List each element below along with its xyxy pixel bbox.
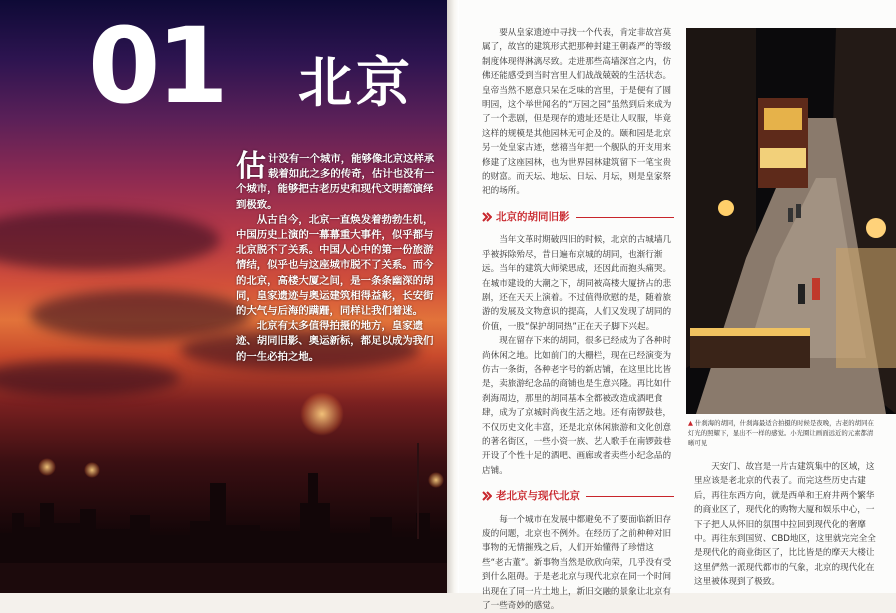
section-rule [586,496,674,497]
body-column-right [694,460,882,590]
intro-paragraph: 从古自今，北京一直焕发着勃勃生机，中国历史上演的一幕幕重大事件，似乎都与北京脱不了关系。中国人心中的第一份旅游情结，似乎也与这座城市脱不了关系。而今的北京，高楼大厦之间，是一条条幽深的胡同，皇家遗迹与奥运建筑相得益彰，长安街的大气与后海的蹒跚，同样让我们着迷。 [236,213,434,318]
street-scene [686,28,896,414]
intro-paragraph: 估计没有一个城市，能够像北京这样承载着如此之多的传奇，估计也没有一个城市，能够把古老历史和现代文明都演绎到极致。 [236,149,435,211]
body-paragraph: 现在留存下来的胡同，很多已经成为了各种时尚休闲之地。比如前门的大栅栏，现在已经演变为仿古一条街，各种老字号的新店铺，在这里比比皆是，卖旅游纪念品的商铺也是生意兴隆。再比如什刹海周边，那里的胡同基本全都被改造成酒吧食肆，成为了京城时尚夜生活之地。还有南锣鼓巷，不仅历史文化丰富，还是北京休闲旅游和文化创意的著名街区，一些小资一族、艺人歌手在南锣鼓巷开设了个性十足的酒吧、画廊或者卖些小纪念品的店铺。 [482,336,672,476]
chapter-intro [236,149,436,365]
drop-cap: 估 [236,149,266,184]
cloud-shape [0,210,220,270]
section-rule [576,217,675,218]
body-paragraph: 要从皇家遗迹中寻找一个代表，肯定非故宫莫属了，故宫的建筑形式把那种封建王朝森严的等级制度体现得淋漓尽致。走进那些高墙深宫之内，仿佛还能感受到当时宫里人们战战兢兢的生活状态。皇帝当然不愿意只呆在乏味的宫里，于是便有了圆明园，这个举世闻名的“万园之园”虽然到后来成为了一个悲剧，但是现存的遗址还是让人叹服，毕竟这样的规模是其他园林无可企及的。颐和园是北京另一处皇家古迹，慈禧当年把一个舰队的开支用来修建了这座园林，也为世界园林建筑留下一笔宝贵的财富。而天坛、地坛、日坛、月坛，则是皇家祭祀的场所。 [482,28,672,197]
city-skyline [0,443,447,593]
cloud-shape [30,290,250,340]
photo-caption: ▲ 什刹海的胡同，什刹海最适合拍摄的时候是夜晚，古老的胡同在灯光的照耀下，显出不一样的感觉。小光圈让画面远近的元素都清晰可见 [688,419,874,447]
page-gutter [447,0,459,593]
chapter-number: 01 [88,5,225,127]
body-column-left [482,26,674,613]
body-paragraph: 每一个城市在发展中都避免不了要面临新旧存废的问题，北京也不例外。在经历了之前种种对旧事物的无情摧残之后，人们开始懂得了珍惜这些“老古董”。新事物当然是欣欣向荣，几乎没有受到什么阻碍。于是老北京与现代北京在同一个时间出现在了同一片土地上，新旧交融的景象让北京有了一些奇妙的感觉。 [482,514,672,612]
triangle-icon: ▲ [688,419,693,427]
double-chevron-icon [482,212,492,222]
body-paragraph: 天安门、故宫是一片古建筑集中的区域，这里应该是老北京的代表了。而完这些历史古建后，再往东西方向，就是西单和王府井两个繁华的商业区了，现代化的购物大厦和娱乐中心，一下子把人从怀旧的氛围中拉回到现代化的奢靡中。再往东到国贸、CBD地区，这里就完完全全是现代化的商业街区了，比比皆是的摩天大楼让这里俨然一派现代都市的气象，北京的现代化在这里被体现到了极致。 [694,462,876,588]
hutong-night-photo [686,28,896,414]
double-chevron-icon [482,491,492,501]
chapter-cover-photo [0,0,447,593]
lantern-glow [300,392,344,436]
section-heading-hutong: 北京的胡同旧影 [482,210,674,224]
chapter-title: 北京 [298,51,414,114]
body-paragraph: 当年文革时期破四旧的时候，北京的古城墙几乎被拆除殆尽，昔日遍布京城的胡同，也渐行渐远。当年的建筑大师梁思成，还因此而抱头痛哭。在城市建设的大潮之下，胡同被高楼大厦挤占的悲剧，还在天天上演着。不过值得欣慰的是，随着旅游的发展及文物意识的提高，人们又发现了胡同的价值，一股“保护胡同热”正在天子脚下兴起。 [482,235,672,332]
intro-paragraph: 北京有太多值得拍摄的地方，皇家遗迹、胡同旧影、奥运新标，都足以成为我们的一生必拍之地。 [236,320,434,363]
cloud-shape [0,360,180,396]
section-heading-old-new: 老北京与现代北京 [482,489,674,503]
